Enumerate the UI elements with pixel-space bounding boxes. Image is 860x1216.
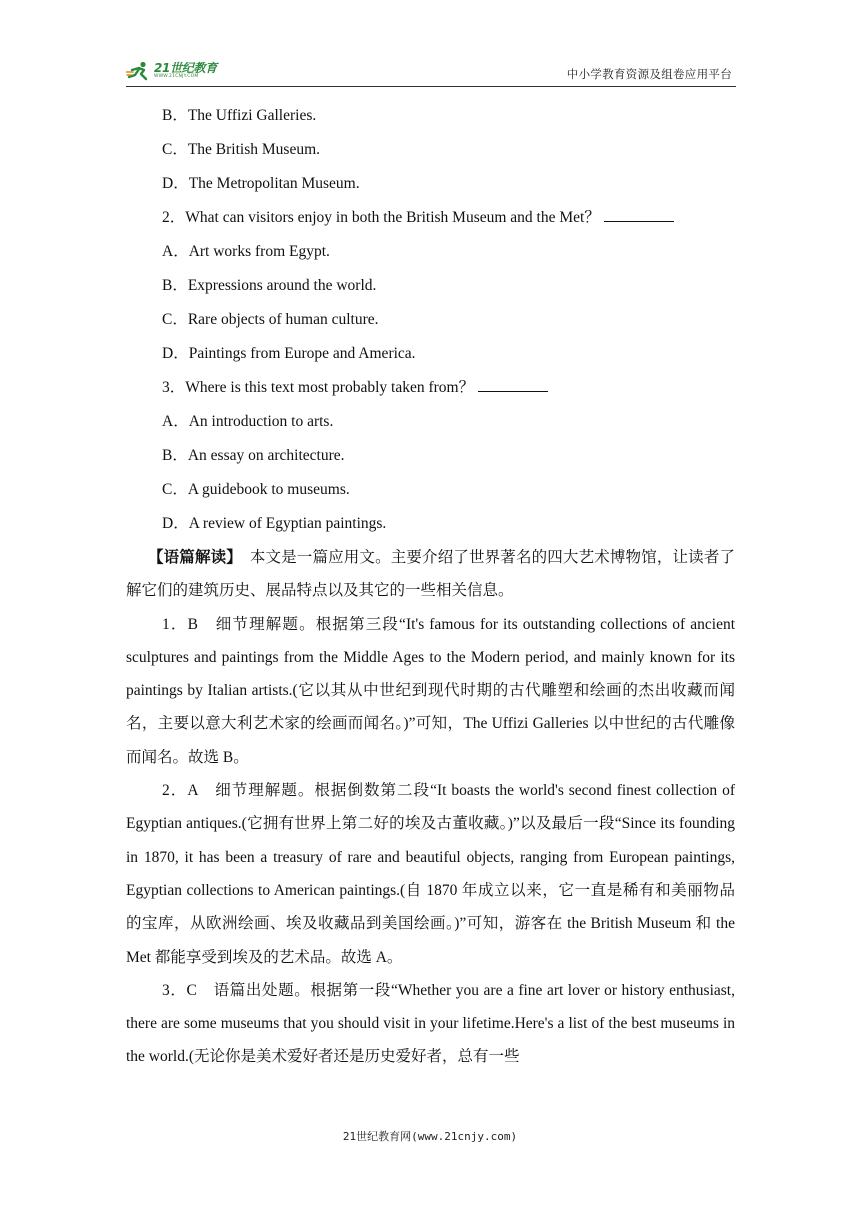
answer-3-explanation: 3．C 语篇出处题。根据第一段“Whether you are a fine art lover or history enthusiast, there are some museums that you should visit in your lifetime.Here's a list of the best museums in the world.(无论你是美术爱好者还是历史爱好者，总有一些 [126, 981, 735, 1066]
answer-blank [604, 207, 674, 222]
q1-option-b: B．The Uffizi Galleries. [162, 107, 317, 124]
logo-sub-text: WWW.21CNJY.COM [154, 74, 199, 80]
q2-option-c: C．Rare objects of human culture. [162, 311, 379, 328]
q2-option-b: B．Expressions around the world. [162, 277, 377, 294]
answer-blank [478, 377, 548, 392]
q3-option-b: B．An essay on architecture. [162, 447, 345, 464]
q3-option-d: D．A review of Egyptian paintings. [162, 515, 387, 532]
analysis-heading: 【语篇解读】 [148, 548, 235, 566]
document-body [126, 99, 735, 1074]
q2-option-a: A．Art works from Egypt. [162, 243, 330, 260]
platform-name: 中小学教育资源及组卷应用平台 [566, 67, 732, 81]
answer-2-explanation: 2．A 细节理解题。根据倒数第二段“It boasts the world's second finest collection of Egyptian antiques.(它拥有世界上第二好的埃及古董收藏。)”以及最后一段“Since its founding in 1870, it has been a treasury of rare and beautiful objects, ranging from European paintings, Egyptian collections to American paintings.(自 1870 年成立以来，它一直是稀有和美丽物品的宝库，从欧洲绘画、埃及收藏品到美国绘画。)”可知，游客在 the British Museum 和 the Met 都能享受到埃及的艺术品。故选 A。 [126, 782, 735, 966]
q1-option-d: D．The Metropolitan Museum. [162, 175, 360, 192]
analysis-summary-text: 本文是一篇应用文。主要介绍了世界著名的四大艺术博物馆，让读者了解它们的建筑历史、展品特点以及其它的一些相关信息。 [126, 548, 735, 600]
q3-option-c: C．A guidebook to museums. [162, 481, 350, 498]
q1-option-c: C．The British Museum. [162, 141, 321, 158]
logo-main-text: 21世纪教育 [154, 61, 217, 76]
question-2 [126, 201, 735, 235]
analysis-summary [126, 541, 735, 608]
runner-logo-icon [126, 61, 152, 81]
q3-option-a: A．An introduction to arts. [162, 413, 334, 430]
question-2-stem: 2．What can visitors enjoy in both the British Museum and the Met？ [162, 209, 600, 226]
question-3 [126, 371, 735, 405]
page-header [126, 58, 736, 87]
q2-option-d: D．Paintings from Europe and America. [162, 345, 416, 362]
site-logo [126, 60, 217, 82]
answer-1-explanation: 1．B 细节理解题。根据第三段“It's famous for its outstanding collections of ancient sculptures and paintings from the Middle Ages to the Modern period, and mainly known for its paintings by Italian artists.(它以其从中世纪到现代时期的古代雕塑和绘画的杰出收藏而闻名，主要以意大利艺术家的绘画而闻名。)”可知，The Uffizi Galleries 以中世纪的古代雕像而闻名。故选 B。 [126, 615, 735, 766]
page-footer: 21世纪教育网(www.21cnjy.com) [342, 1130, 518, 1143]
question-3-stem: 3．Where is this text most probably taken from？ [162, 379, 475, 396]
